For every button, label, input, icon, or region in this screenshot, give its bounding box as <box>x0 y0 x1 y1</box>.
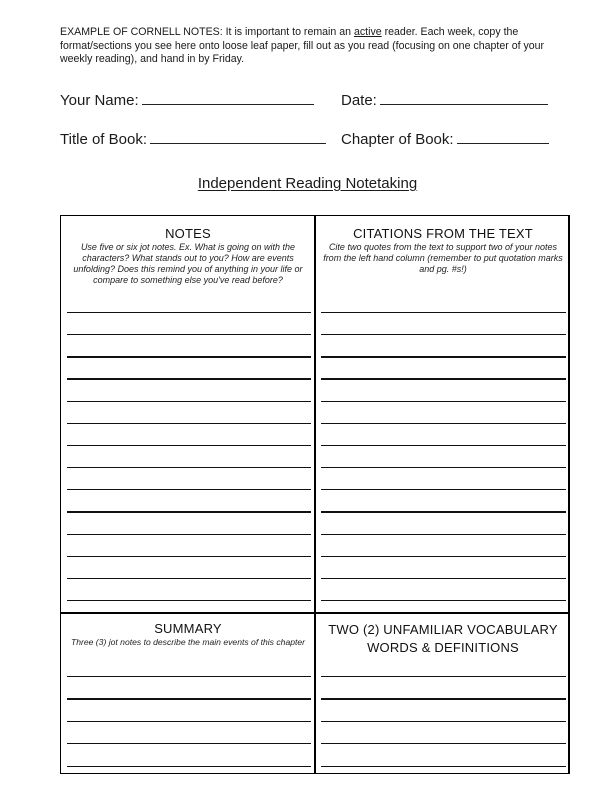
column-divider <box>314 216 316 773</box>
name-label: Your Name: <box>60 92 139 109</box>
writing-line[interactable] <box>67 698 311 699</box>
writing-line[interactable] <box>321 423 566 424</box>
notes-instructions: Use five or six jot notes. Ex. What is going on with the characters? What stands out to you? How are events unfolding? Does this remind you of anything in your life or compare to something else you've read before? <box>73 242 303 285</box>
vocabulary-heading: TWO (2) UNFAMILIAR VOCABULARY WORDS & DEFINITIONS <box>328 622 558 655</box>
book-title-blank[interactable] <box>150 129 326 144</box>
name-field[interactable] <box>60 90 314 109</box>
writing-line[interactable] <box>321 721 566 722</box>
writing-line[interactable] <box>321 511 566 512</box>
writing-line[interactable] <box>321 534 566 535</box>
writing-line[interactable] <box>67 423 311 424</box>
title-chapter-row <box>60 129 572 149</box>
writing-line[interactable] <box>321 676 566 677</box>
date-label: Date: <box>341 92 377 109</box>
summary-header <box>61 621 315 648</box>
writing-line[interactable] <box>67 378 311 379</box>
writing-line[interactable] <box>321 445 566 446</box>
writing-line[interactable] <box>321 334 566 335</box>
notes-heading: NOTES <box>165 226 211 241</box>
writing-line[interactable] <box>67 600 311 601</box>
writing-line[interactable] <box>321 467 566 468</box>
intro-instructions <box>60 26 572 67</box>
writing-line[interactable] <box>67 766 311 767</box>
writing-line[interactable] <box>67 676 311 677</box>
writing-line[interactable] <box>321 578 566 579</box>
summary-instructions: Three (3) jot notes to describe the main events of this chapter <box>70 637 306 647</box>
writing-line[interactable] <box>321 378 566 379</box>
intro-text-rest: reader. Each week, copy the format/sections you see here onto loose leaf paper, fill out as you read (focusing on one chapter of your weekly reading), and hand in by Friday. <box>60 26 545 65</box>
writing-line[interactable] <box>67 489 311 490</box>
writing-line[interactable] <box>67 534 311 535</box>
writing-line[interactable] <box>321 401 566 402</box>
writing-line[interactable] <box>67 743 311 744</box>
page-title-text: Independent Reading Notetaking <box>197 175 418 192</box>
notes-header <box>63 226 313 286</box>
writing-line[interactable] <box>67 511 311 512</box>
date-blank[interactable] <box>380 90 548 105</box>
writing-line[interactable] <box>321 356 566 357</box>
name-blank[interactable] <box>142 90 314 105</box>
writing-line[interactable] <box>321 489 566 490</box>
writing-line[interactable] <box>67 334 311 335</box>
section-divider <box>61 612 568 614</box>
citations-heading: CITATIONS FROM THE TEXT <box>353 226 533 241</box>
citations-instructions: Cite two quotes from the text to support two of your notes from the left hand column (remember to put quotation marks and pg. #s!) <box>323 242 563 274</box>
page-title <box>0 175 615 192</box>
intro-emphasis: active <box>353 26 382 38</box>
writing-line[interactable] <box>67 556 311 557</box>
writing-line[interactable] <box>67 356 311 357</box>
writing-line[interactable] <box>67 312 311 313</box>
date-field[interactable] <box>341 90 548 109</box>
book-title-field[interactable] <box>60 129 326 148</box>
vocabulary-header <box>319 621 567 657</box>
chapter-blank[interactable] <box>457 129 549 144</box>
intro-text: EXAMPLE OF CORNELL NOTES: It is important to remain an <box>60 26 354 38</box>
book-title-label: Title of Book: <box>60 131 147 148</box>
writing-line[interactable] <box>67 578 311 579</box>
cornell-notes-table <box>60 215 570 774</box>
writing-line[interactable] <box>321 766 566 767</box>
chapter-label: Chapter of Book: <box>341 131 454 148</box>
writing-line[interactable] <box>67 467 311 468</box>
writing-line[interactable] <box>321 556 566 557</box>
citations-header <box>319 226 567 275</box>
writing-line[interactable] <box>321 312 566 313</box>
writing-line[interactable] <box>321 698 566 699</box>
writing-line[interactable] <box>67 401 311 402</box>
writing-line[interactable] <box>321 600 566 601</box>
summary-heading: SUMMARY <box>154 621 222 636</box>
chapter-field[interactable] <box>341 129 549 148</box>
writing-line[interactable] <box>67 721 311 722</box>
name-date-row <box>60 90 572 110</box>
writing-line[interactable] <box>321 743 566 744</box>
writing-line[interactable] <box>67 445 311 446</box>
